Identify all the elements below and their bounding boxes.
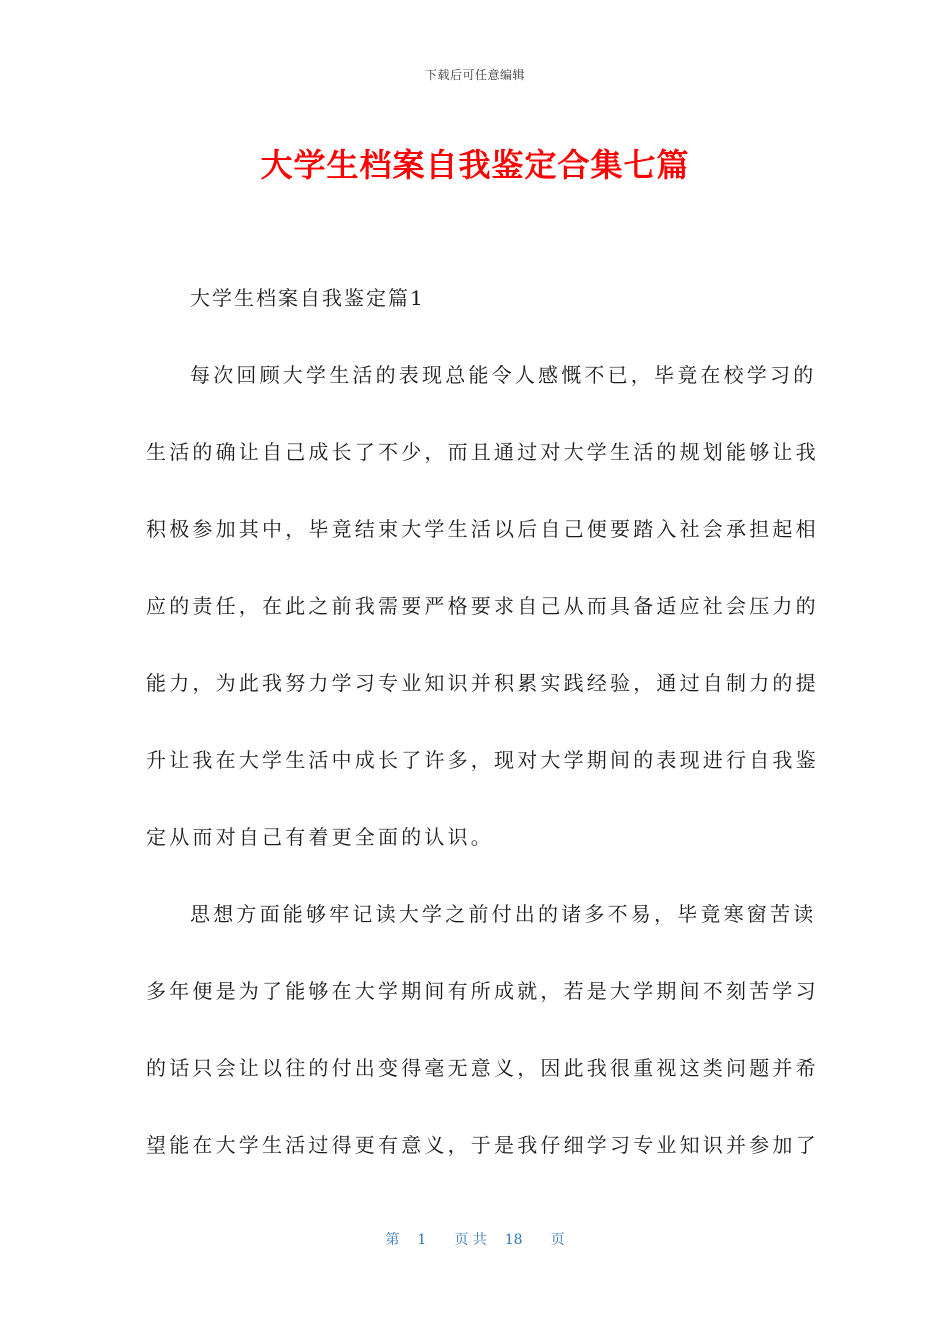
paragraph-line: 积极参加其中，毕竟结束大学生活以后自己便要踏入社会承担起相 bbox=[146, 517, 819, 541]
footer-suffix: 页 bbox=[550, 1232, 565, 1248]
document-body bbox=[146, 280, 819, 1164]
paragraph-line: 望能在大学生活过得更有意义，于是我仔细学习专业知识并参加了 bbox=[146, 1133, 819, 1157]
paragraph-line: 定从而对自己有着更全面的认识。 bbox=[146, 825, 494, 849]
paragraph-line: 的话只会让以往的付出变得毫无意义，因此我很重视这类问题并希 bbox=[146, 1056, 819, 1080]
paragraph-line: 生活的确让自己成长了不少，而且通过对大学生活的规划能够让我 bbox=[146, 440, 819, 464]
header-note: 下载后可任意编辑 bbox=[424, 68, 525, 82]
footer-current-page: 1 bbox=[417, 1232, 427, 1248]
paragraph-line: 多年便是为了能够在大学期间有所成就，若是大学期间不刻苦学习 bbox=[146, 979, 819, 1003]
document-title: 大学生档案自我鉴定合集七篇 bbox=[260, 146, 690, 184]
paragraph-line: 每次回顾大学生活的表现总能令人感慨不已，毕竟在校学习的 bbox=[190, 363, 817, 387]
footer-total-pages: 18 bbox=[504, 1232, 523, 1248]
footer-middle: 页 共 bbox=[454, 1232, 487, 1248]
paragraph-2 bbox=[146, 896, 819, 1164]
footer-prefix: 第 bbox=[385, 1232, 400, 1248]
page-footer bbox=[0, 1229, 950, 1249]
paragraph-line: 思想方面能够牢记读大学之前付出的诸多不易，毕竟寒窗苦读 bbox=[190, 902, 817, 926]
paragraph-line: 升让我在大学生活中成长了许多，现对大学期间的表现进行自我鉴 bbox=[146, 748, 819, 772]
paragraph-line: 能力，为此我努力学习专业知识并积累实践经验，通过自制力的提 bbox=[146, 671, 819, 695]
paragraph-1 bbox=[146, 357, 819, 856]
paragraph-line: 应的责任，在此之前我需要严格要求自己从而具备适应社会压力的 bbox=[146, 594, 819, 618]
section-heading: 大学生档案自我鉴定篇1 bbox=[190, 286, 425, 310]
